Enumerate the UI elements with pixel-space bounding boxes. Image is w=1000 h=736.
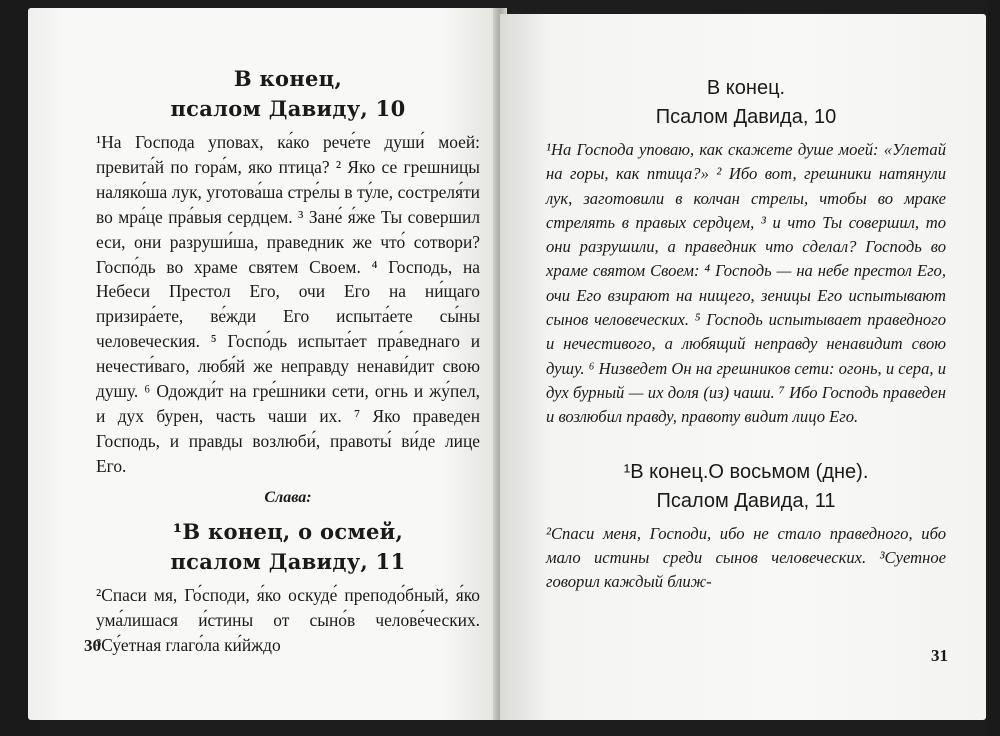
psalm11-heading-slavonic-line1: ¹В конец, о осмей, xyxy=(172,518,404,544)
psalm11-heading-russian-line1: ¹В конец.О восьмом (дне). xyxy=(623,460,869,483)
psalm10-text-russian: ¹На Господа уповаю, как скажете душе моей: «Улетай на горы, как птица?» ² Ибо вот, грешники натянули лук, заготовили в колчан стрелы, чтобы во мраке стрелять в правых сердцем, ³ и что Ты совершил, то они разрушили, а праведник что сделал? Господь во храме святом Своем: ⁴ Господь — на небе престол Его, очи Его взирают на нищего, зеницы Его испытывают сынов человеческих. ⁵ Господь испытывает праведного и нечестивого, а любящий неправду ненавидит свою душу. ⁶ Низведет Он на грешников сети: огонь, и сера, и дух бурный — их доля (из) чаши. ⁷ Ибо Господь праведен и возлюбил правду, правоту видит лицо Его. xyxy=(546,140,946,427)
psalm11-heading-slavonic-line2: псалом Давиду, 11 xyxy=(170,548,406,574)
book-cover-edge-right xyxy=(988,0,1000,736)
psalm10-heading-slavonic-line1: В конец, xyxy=(233,66,343,91)
psalm11-text-slavonic: ²Спаси мя, Го́споди, я́ко оскуде́ преподо́бный, я́ко ума́лишася и́стины от сыно́в челове́ческих. ³Су́етная глаго́ла ки́йждо xyxy=(96,584,480,655)
psalm10-heading-russian-line2: Псалом Давида, 10 xyxy=(655,106,837,128)
left-page xyxy=(28,8,498,720)
right-page xyxy=(500,14,986,720)
page-number-right: 31 xyxy=(931,646,948,665)
psalm11-text-russian: ²Спаси меня, Господи, ибо не стало праведного, ибо мало истины среди сынов человеческих. ³Суетное говорил каждый ближ- xyxy=(546,523,946,592)
page-number-left: 30 xyxy=(84,636,101,655)
section-gap xyxy=(546,430,946,458)
left-page-text-column xyxy=(96,64,480,657)
psalm11-heading-russian-line2: Псалом Давида, 11 xyxy=(656,489,836,512)
right-page-text-column xyxy=(546,74,946,594)
slava-marker: Слава: xyxy=(264,488,312,506)
psalm10-text-slavonic: ¹На Господа уповах, ка́ко рече́те души́ моей: превита́й по гора́м, яко птица? ² Яко се грешницы наляко́ша лук, уготова́ша стре́лы в ту́ле, состреля́ти во мра́це пра́выя сердцем. ³ Зане́ я́же Ты совершил еси, они разруши́ша, праведник же что́ сотвори? Госпо́дь во храме святем Своем. ⁴ Господь, на Небеси Престол Его, очи Его на ни́щаго призира́ете, ве́жди Его испыта́ете сы́ны человеческия. ⁵ Госпо́дь испыта́ет пра́веднаго и нечести́ваго, любя́й же неправду ненави́дит свою душу. ⁶ Одожди́т на гре́шники сети, огнь и жу́пел, и дух бурен, часть чаши их. ⁷ Яко праведен Господь, и правды возлюби́, правоты́ ви́де лице Его. xyxy=(96,132,480,476)
psalm10-heading-slavonic-line2: псалом Давиду, 10 xyxy=(170,96,406,121)
psalm10-heading-russian-line1: В конец. xyxy=(706,77,786,99)
